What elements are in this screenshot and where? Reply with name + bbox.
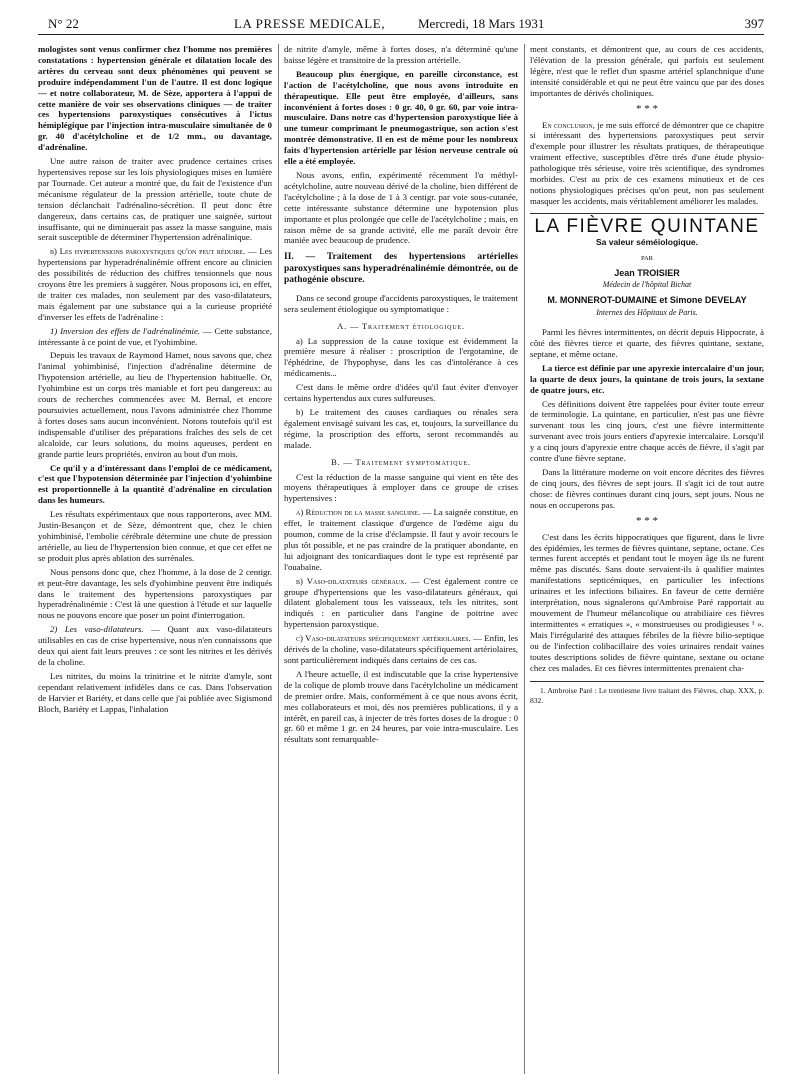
author-name: Jean TROISIER [614,267,680,278]
page-number: 397 [744,16,764,31]
journal-page [38,10,764,745]
paragraph-body: — Les hypertensions par hyperadrénalinémie offrent encore au clinicien des possibilités de réduction des chiffres tensionnels que nous croyons être les premiers à suggérer. Nous proposons ici, en effet, de traiter ces malades, non seulement par des vaso-dilatateurs, mais également par une substance qui a la curieuse propriété d'inverser les effets de l'adrénaline : [38,246,272,322]
paragraph: C'est la réduction de la masse sanguine qui vient en tête des moyens thérapeutiques à employer dans ce groupe de crises hypertensives : [284,471,518,504]
paragraph: La tierce est définie par une apyrexie intercalaire d'un jour, la quarte de deux jours, la quintane de trois jours, la sextane de quatre jours, etc. [530,362,764,395]
paragraph [284,633,518,666]
paragraph-body: — La saignée constitue, en effet, le traitement classique d'urgence de l'œdème aigu du poumon, comme de la crise d'éclampsie. Il faut y avoir recours le plus tôt possible, et ne pas craindre de la pratiquer abondante, en lui adjoignant des tonicardiaques dont le type est représenté par l'ouabaïne. [284,507,518,572]
paragraph-body: — Quant aux vaso-dilatateurs utilisables en cas de crise hypertensive, nous n'en connaissons que deux qui aient fait leurs preuves : ce sont les nitrites et les dérivés de la choline. [38,624,272,667]
author-affiliation: Médecin de l'hôpital Bichat [602,280,692,290]
article-subtitle: Sa valeur séméiologique. [595,236,699,247]
column-right [530,44,764,1074]
paragraph: Nous avons, enfin, expérimenté récemment l'α méthyl-acétylcholine, autre nouveau dérivé de la choline, bien différent de l'acétylcholine ; à la dose de 1 à 3 centigr. par voie sous-cutanée, cette intéressante substance détermine une hypotension plus importante et plus prolongée que celle de l'acétylcholine ; mais, en raison même de sa grande activité, elle me paraît devoir être maniée avec beaucoup de prudence. [284,169,518,246]
page-header [38,10,764,35]
paragraph: de nitrite d'amyle, même à fortes doses, n'a déterminé qu'une baisse légère et transitoire de la pression artérielle. [284,44,518,65]
paragraph [284,507,518,572]
paragraph: a) La suppression de la cause toxique est évidemment la première mesure à réaliser : proscription de l'ergotamine, de l'éphédrine, de l'hypophyse, dans les cas d'intolérance à ces médicaments... [284,335,518,379]
section-separator: * * * [636,102,658,115]
paragraph: mologistes sont venus confirmer chez l'homme nos premières constatations : hypertension générale et dilatation locale des artères du cerveau sont deux phénomènes qui peuvent se produire indépendamment l'un de l'autre. Il est donc logique — et notre collaborateur, M. de Sèze, apportera à l'appui de cette manière de voir ses observations cliniques — de traiter ces hypertensions paroxystiques consécutives à l'ictus hémiplégique par l'injection intra-musculaire simultanée de 0 gr. 40 d'acétylcholine et de 1/2 mm., ou davantage, d'adrénaline. [38,44,272,153]
article-header [530,215,764,319]
journal-title: LA PRESSE MEDICALE, [234,16,386,31]
paragraph: Depuis les travaux de Raymond Hamet, nous savons que, chez l'animal yohimbinisé, l'injection d'adrénaline détermine de l'hypotension artérielle, au lieu de l'hypertension habituelle. Or, l'yohimbine est un corps très maniable et fort peu dangereux: au cours de recherches commencées avec M. Bernal, et encore poursuivies actuellement, nous l'avons administrée chez l'homme à fortes doses sans aucun inconvénient. Notons toutefois qu'il est indispensable d'utiliser des préparations fraîches des sels de cet alcaloïde, car leurs solutions, du moins aqueuses, perdent en grande partie leurs propriétés, environ au bout d'un mois. [38,350,272,459]
author-affiliation: Internes des Hôpitaux de Paris. [596,308,698,318]
section-heading: II. — Traitement des hypertensions artérielles paroxystiques sans hyperadrénalinémie démontrée, ou de pathogénie obscure. [284,252,518,286]
paragraph-body: — Enfin, les dérivés de la choline, vaso-dilatateurs spécifiquement artériolaires, sont particulièrement indiqués dans certains de ces cas. [284,633,518,665]
paragraph: Les nitrites, du moins la trinitrine et le nitrite d'amyle, sont cependant relativement infidèles dans ce cas. Dans l'observation de Harvier et Bariéty, et dans celle que j'ai publiée avec Sigismond Bloch, Bariéty et Lappas, l'inhalation [38,670,272,714]
issue-number: N° 22 [48,16,79,31]
column-middle [284,44,518,1074]
paragraph: Nous pensons donc que, chez l'homme, à la dose de 2 centigr. et peut-être davantage, les sels d'yohimbine peuvent être indiqués dans le traitement des hypertensions paroxystiques par hyperadrénalinémie : C'est là une question à l'étude et sur laquelle nous ne pouvons encore que poser un point d'interrogation. [38,566,272,621]
paragraph: Beaucoup plus énergique, en pareille circonstance, est l'action de l'acétylcholine, que nous avons introduite en thérapeutique. Elle peut être employée, d'ailleurs, sans inconvénient à fortes doses : 0 gr. 40, 0 gr. 60, par voie intra-musculaire. Dans notre cas d'hypertension paroxystique liée à une tumeur comprimant le pneumogastrique, son action s'est montrée démonstrative. Il en est de même pour les nombreux faits d'hypertension artérielle par lésion nerveuse centrale où elle a été employée. [284,68,518,167]
paragraph-lead: 1) Inversion des effets de l'adrénalinémie. [50,325,201,336]
article-title: LA FIÈVRE QUINTANE [534,215,760,237]
column-rule [278,44,279,1074]
column-rule [524,44,525,1074]
paragraph-lead: a) Réduction de la masse sanguine. [296,507,421,518]
paragraph: Dans ce second groupe d'accidents paroxystiques, le traitement sera seulement étiologique ou symptomatique : [284,292,518,314]
paragraph: b) Le traitement des causes cardiaques ou rénales sera également envisagé suivant les cas, et, toujours, la surveillance du régime, la proscription des efforts, seront recommandés au malade. [284,406,518,450]
column-left [38,44,272,1074]
paragraph-lead: En conclusion, [542,119,595,130]
paragraph-lead: c) Vaso-dilatateurs spécifiquement artériolaires. [296,633,471,644]
paragraph [284,576,518,631]
paragraph: Ces définitions doivent être rappelées pour éviter toute erreur de terminologie. La quintane, en particulier, n'est pas une fièvre survenant tous les cinq jours, c'est une fièvre intermittente survenant avec trois jours entiers d'apyrexie intercalaire. Lorsqu'il y a cinq jours d'apyrexie entre chaque accès de fièvre, il s'agit par contre d'une fièvre septane. [530,398,764,464]
paragraph-lead: b) Les hypertensions paroxystiques qu'on peut réduire. [50,246,246,257]
paragraph: Ce qu'il y a d'intéressant dans l'emploi de ce médicament, c'est que l'hypotension déterminée par l'injection d'yohimbine est proportionnelle à la quantité d'adrénaline en circulation dans les humeurs. [38,462,272,506]
paragraph: Dans la littérature moderne on voit encore décrites des fièvres de cinq jours, des fièvres de sept jours. Il s'agit ici de tout autre chose: de fièvres continues durant cinq jours, sept jours. Nous ne nous en occuperons pas. [530,467,764,510]
paragraph-body: — C'est également contre ce groupe d'hypertensions que les vaso-dilatateurs généraux, qui dilatent globalement tous les vaisseaux, tels les nitrites, sont indiqués : en particulier dans l'angine de poitrine avec hypertension paroxystique. [284,575,518,630]
paragraph: C'est dans le même ordre d'idées qu'il faut éviter d'envoyer certains hypertendus aux cures sulfureuses. [284,382,518,404]
subsection-heading: B. — Traitement symptomatique. [331,456,471,467]
paragraph-body: je me suis efforcé de démontrer que ce chapitre si intéressant des hypertensions paroxystiques peut servir d'exemple pour illustrer les résultats pratiques, de thérapeutique vraiment effective, susceptibles d'être tirés d'une étude physio-pathologique très sérieuse, voire très scientifique, des syndromes morbides. C'est au prix de ces examens minutieux et de ces notions physiologiques précises qu'on peut, non pas seulement masquer les accidents, mais véritablement améliorer les malades. [530,119,764,206]
byline-par: PAR [640,254,654,262]
paragraph-body: — Cette substance, intéressante à ce point de vue, et l'yohimbine. [38,325,272,347]
subsection-heading: A. — Traitement étiologique. [337,320,465,331]
paragraph-lead: 2) Les vaso-dilatateurs. [50,624,144,635]
author-name: M. MONNEROT-DUMAINE et Simone DEVELAY [547,295,747,306]
issue-date: Mercredi, 18 Mars 1931 [418,16,545,31]
paragraph: C'est dans les écrits hippocratiques que figurent, dans le livre des épidémies, les termes de fièvres quintane, septane, octane. Ces termes furent acceptés et pendant tout le moyen âge ils ne furent même pas discutés. Sans doute servaient-ils à qualifier maintes manifestations septicémiques, en particulier les infections urinaires et les infections biliaires. En faveur de cette dernière interprétation, nous signalerons qu'Ambroise Paré rapportait au mouvement de l'humeur mélancolique ou atrabiliaire ces fièvres intermittentes « erratiques », « monstrueuses ou prodigieuses ¹ ». Mais l'irrégularité des attaques fébriles de la fièvre bilio-septique ou de l'infection colibacillaire des voies urinaires rendait vaines toutes descriptions solides de fièvre quintane, sextane ou octane chez ces malades. Et ces fièvres intermittentes prenaient cha- [530,531,764,673]
paragraph [530,120,764,207]
paragraph-lead: b) Vaso-dilatateurs généraux. [296,575,407,586]
paragraph: Une autre raison de traiter avec prudence certaines crises hypertensives repose sur les lois physiologiques mises en lumière par Tournade. Cet auteur a montré que, du fait de l'existence d'un mécanisme régulateur de la pression artérielle, toute chute de tension déclanchait l'adrénalino-sécrétion. Il peut donc être dangereux, dans certains cas, de pratiquer une saignée, surtout insuffisante, qui ne diminuerait pas assez la masse sanguine, mais serait susceptible de déterminer l'hypertension adrénalinique. [38,156,272,243]
paragraph [38,326,272,348]
paragraph [38,246,272,322]
paragraph [38,624,272,668]
paragraph: A l'heure actuelle, il est indiscutable que la crise hypertensive de la colique de plomb trouve dans l'acétylcholine un médicament de premier ordre. Mais, conformément à ce que nous avons écrit, mes collaborateurs et moi, dès nos premières publications, il y a intérêt, en pareil cas, à injecter de très fortes doses de la drogue : 0 gr. 60 et même 1 gr. en 24 heures, par voie intra-musculaire. Les résultats sont remarquable- [284,668,518,745]
article-divider [530,213,764,214]
footnote: 1. Ambroise Paré : Le trentiesme livre traitant des Fièvres, chap. XXX, p. 832. [530,681,764,705]
paragraph: Les résultats expérimentaux que nous rapporterons, avec MM. Justin-Besançon et de Sèze, démontrent que, chez le chien yohimbinisé, l'embolie cérébrale détermine une chute de pression artérielle, au lieu de l'hypertension bien connue, et que cet effet ne se produit plus après ablation des surrénales. [38,509,272,563]
section-separator: * * * [636,514,658,527]
paragraph: ment constants, et démontrent que, au cours de ces accidents, l'élévation de la pression générale, qui parfois est seulement légère, n'est que le reflet d'un spasme artériel splanchnique d'une intensité considérable et qui ne peut être vaincu que par des doses importantes de dérivés choliniques. [530,44,764,98]
paragraph: Parmi les fièvres intermittentes, on décrit depuis Hippocrate, à côté des fièvres tierce et quarte, des fièvres quintane, sextane, septane, et même octane. [530,327,764,359]
